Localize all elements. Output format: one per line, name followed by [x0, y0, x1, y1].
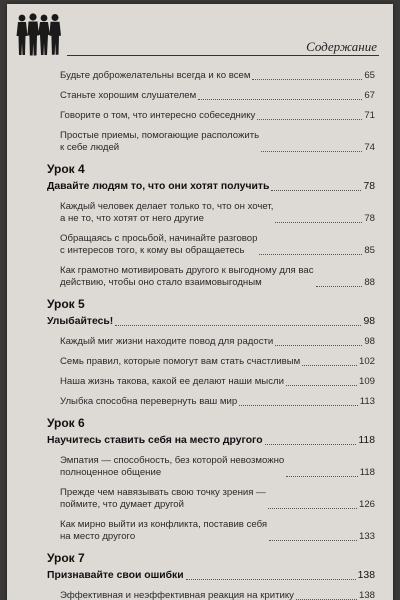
lesson-section	[47, 162, 375, 289]
lesson-title-entry[interactable]	[47, 435, 375, 447]
toc-entry[interactable]	[60, 130, 375, 154]
dot-leader	[261, 150, 362, 152]
dot-leader	[286, 475, 357, 477]
toc-entry[interactable]	[60, 376, 375, 388]
toc-page-number: 78	[364, 213, 375, 224]
toc-entry[interactable]	[60, 233, 375, 257]
toc-entry-text: Каждый миг жизни находите повод для радости	[60, 336, 274, 347]
toc-page-number: 118	[359, 467, 375, 478]
lesson-title: Давайте людям то, что они хотят получить	[47, 181, 270, 192]
toc-page-number: 138	[357, 570, 375, 581]
lesson-title-entry[interactable]	[47, 570, 375, 582]
toc-page-number: 88	[364, 277, 375, 288]
lesson-label: Урок 5	[47, 297, 85, 311]
dot-leader	[198, 98, 362, 100]
toc-entry-text: Будьте доброжелательны всегда и ко всем	[60, 70, 251, 81]
dot-leader	[115, 324, 361, 326]
toc-page-number: 85	[364, 245, 375, 256]
toc-page-number: 118	[358, 435, 375, 446]
running-title: Содержание	[306, 39, 377, 54]
toc-page-number: 98	[363, 316, 375, 327]
dot-leader	[269, 539, 357, 541]
dot-leader	[316, 285, 363, 287]
toc-page-number: 102	[358, 356, 375, 367]
toc-entry[interactable]	[60, 70, 375, 82]
toc-entry[interactable]	[60, 356, 375, 368]
toc-entry[interactable]	[60, 455, 375, 479]
lesson-label: Урок 4	[47, 162, 85, 176]
lesson-title: Научитесь ставить себя на место другого	[47, 435, 263, 446]
book-page	[7, 4, 393, 600]
dot-leader	[252, 78, 362, 80]
dot-leader	[275, 221, 362, 223]
dot-leader	[239, 404, 358, 406]
dot-leader	[271, 189, 361, 191]
toc-page-number: 98	[364, 336, 375, 347]
toc-entry[interactable]	[60, 590, 375, 600]
lesson-section	[47, 297, 375, 408]
lesson-label: Урок 6	[47, 416, 85, 430]
toc-entry-text: Каждый человек делает только то, что он хочет, а не то, что хотят от него другие	[60, 201, 274, 224]
toc-entry-text: Станьте хорошим слушателем	[60, 90, 197, 101]
toc-entry-text: Простые приемы, помогающие расположить к себе людей	[60, 130, 260, 153]
toc-page-number: 126	[358, 499, 375, 510]
toc-page-number: 67	[364, 90, 375, 101]
toc-entry[interactable]	[60, 519, 375, 543]
lesson-section	[47, 416, 375, 543]
toc-page-number: 65	[364, 70, 375, 81]
toc-entry-text: Прежде чем навязывать свою точку зрения — поймите, что думает другой	[60, 487, 266, 510]
toc-page-number: 133	[358, 531, 375, 542]
toc-page-number: 74	[364, 142, 375, 153]
toc-entry[interactable]	[60, 110, 375, 122]
dot-leader	[186, 578, 356, 580]
toc-entry-text: Говорите о том, что интересно собеседнику	[60, 110, 256, 121]
lesson-label: Урок 7	[47, 551, 85, 565]
toc-entry[interactable]	[60, 336, 375, 348]
toc-entry[interactable]	[60, 396, 375, 408]
toc-entry-text: Эмпатия — способность, без которой невозможно полноценное общение	[60, 455, 285, 478]
dot-leader	[257, 118, 362, 120]
toc-entry-text: Наша жизнь такова, какой ее делают наши мысли	[60, 376, 284, 387]
toc-page-number: 71	[364, 110, 375, 121]
toc-entry[interactable]	[60, 201, 375, 225]
lesson-title-entry[interactable]	[47, 316, 375, 328]
toc-page-number: 113	[359, 396, 375, 407]
toc-entry[interactable]	[60, 90, 375, 102]
dot-leader	[268, 507, 357, 509]
dot-leader	[302, 364, 357, 366]
toc-entry-text: Улыбка способна перевернуть ваш мир	[60, 396, 238, 407]
toc-entry[interactable]	[60, 487, 375, 511]
toc-entry-text: Как грамотно мотивировать другого к выгодному для вас действию, чтобы оно стало взаимовыгодным	[60, 265, 314, 288]
lesson-section	[47, 551, 375, 600]
toc-page-number: 109	[358, 376, 375, 387]
toc-entry[interactable]	[60, 265, 375, 289]
toc-entry-text: Как мирно выйти из конфликта, поставив себя на место другого	[60, 519, 268, 542]
people-silhouettes-icon	[15, 12, 67, 56]
toc-entry-text: Эффективная и неэффективная реакция на критику	[60, 590, 294, 600]
toc-entry-text: Обращаясь с просьбой, начинайте разговор с интересов того, к кому вы обращаетесь	[60, 233, 258, 256]
lesson-title: Признавайте свои ошибки	[47, 570, 184, 581]
dot-leader	[259, 253, 362, 255]
toc-page-number: 78	[363, 181, 375, 192]
toc-entry-text: Семь правил, которые помогут вам стать счастливым	[60, 356, 301, 367]
page-header	[15, 12, 379, 56]
dot-leader	[275, 344, 362, 346]
dot-leader	[265, 443, 357, 445]
toc-page-number: 138	[358, 590, 375, 600]
table-of-contents	[47, 70, 375, 600]
dot-leader	[286, 384, 357, 386]
lesson-title-entry[interactable]	[47, 181, 375, 193]
header-rule	[67, 55, 379, 56]
lesson-title: Улыбайтесь!	[47, 316, 114, 327]
